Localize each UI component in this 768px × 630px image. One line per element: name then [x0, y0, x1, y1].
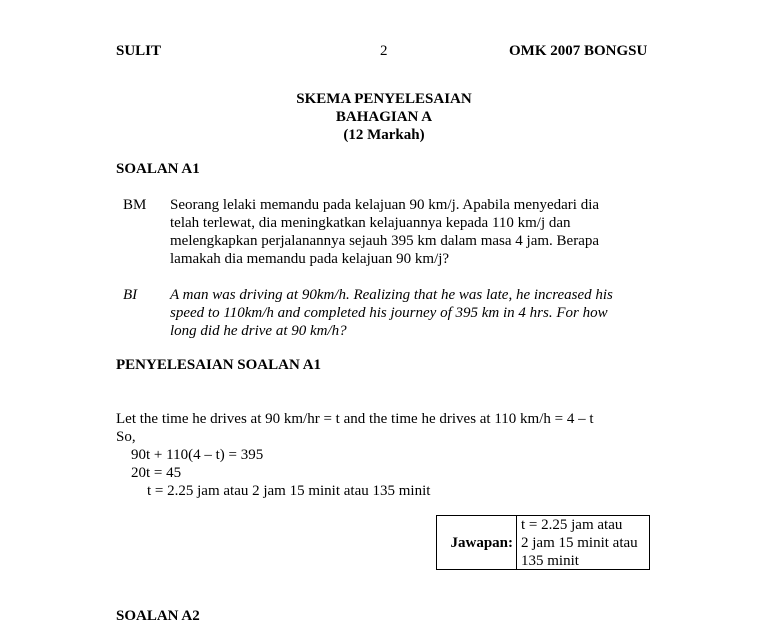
bm-line: telah terlewat, dia meningkatkan kelajuannya kepada 110 km/j dan [170, 215, 571, 231]
title-line-3: (12 Markah) [343, 127, 425, 143]
solution-intro: Let the time he drives at 90 km/hr = t and the time he drives at 110 km/h = 4 – t [116, 411, 594, 427]
equation-3: t = 2.25 jam atau 2 jam 15 minit atau 135 minit [147, 483, 431, 499]
question-a2-heading: SOALAN A2 [116, 608, 200, 624]
equation-1: 90t + 110(4 – t) = 395 [131, 447, 264, 463]
question-a1-bm-text [170, 196, 599, 268]
header-sulit: SULIT [116, 43, 162, 59]
bm-line: Seorang lelaki memandu pada kelajuan 90 km/j. Apabila menyedari dia [170, 197, 600, 213]
header-exam-name: OMK 2007 BONGSU [509, 43, 648, 59]
equation-2: 20t = 45 [131, 465, 182, 481]
solution-so: So, [116, 429, 136, 445]
bi-language-tag: BI [123, 287, 138, 303]
bm-language-tag: BM [123, 197, 147, 213]
answer-line: 2 jam 15 minit atau [521, 535, 638, 551]
page-number: 2 [380, 43, 388, 59]
question-a1-heading: SOALAN A1 [116, 161, 200, 177]
bi-line: long did he drive at 90 km/h? [170, 323, 347, 339]
bm-line: melengkapkan perjalanannya sejauh 395 km dalam masa 4 jam. Berapa [170, 233, 600, 249]
answer-line: t = 2.25 jam atau [521, 517, 623, 533]
bm-line: lamakah dia memandu pada kelajuan 90 km/j? [170, 251, 450, 267]
title-line-2: BAHAGIAN A [335, 109, 433, 125]
answer-label: Jawapan: [437, 516, 517, 569]
title-block [260, 90, 508, 144]
question-a1-bi-text [170, 286, 613, 340]
answer-box [436, 515, 650, 570]
bi-line: A man was driving at 90km/h. Realizing that he was late, he increased his [170, 287, 613, 303]
solution-a1-heading: PENYELESAIAN SOALAN A1 [116, 357, 322, 373]
answer-line: 135 minit [521, 553, 579, 569]
answer-values [521, 516, 638, 570]
title-line-1: SKEMA PENYELESAIAN [296, 91, 472, 107]
bi-line: speed to 110km/h and completed his journey of 395 km in 4 hrs. For how [170, 305, 608, 321]
